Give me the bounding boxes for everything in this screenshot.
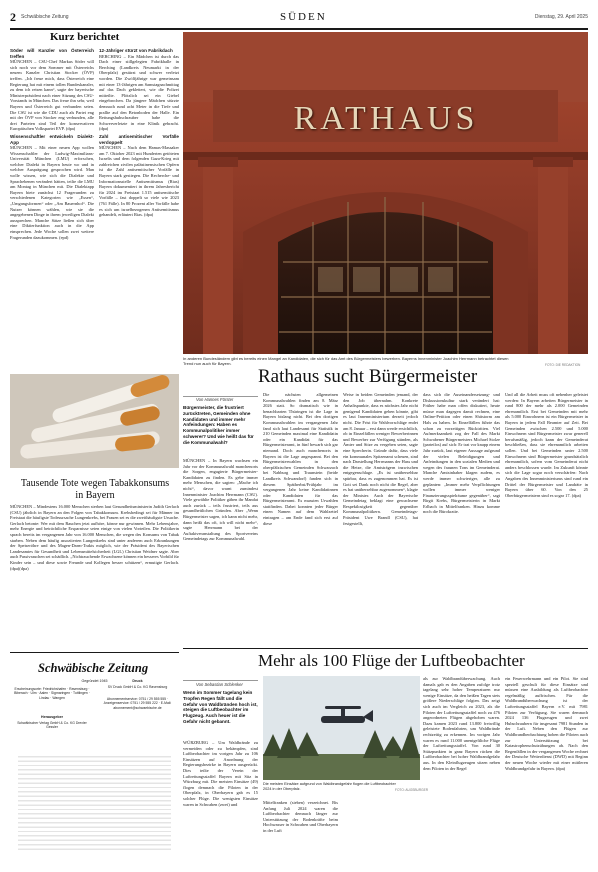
page-number: 2 [10, 10, 16, 24]
cigarettes-image [10, 374, 179, 468]
kurz-body-2: MÜNCHEN – Mit einer neuen App wollen Wissenschaftler der Ludwig-Maximilians-Universität München (LMU) erforschen, welcher Dialekt in Bayern heute wo und in welcher Ausprägung gesprochen wird. Man wolle wissen, wie sich die Dialekte und Sprachebenen verändert hätten, teilte die LMU am Montag in München mit. Die Dialektapp Bayern biete zunächst 12 Fragerunden zu verschiedenen Kategorien wie „Essen“, „Umgangsformen“ oder „Am Bauernhof“. Die Nutzer können wählen, wie sie die angegebenen Dinge in ihrem jeweiligen Dialekt aussprechen. Manche Sätze ließen sich über eine Diktierfunktion auch in die App einsprechen. Jede Woche sollen zwei weitere Fragerunden dazukommen. (epd) [10, 145, 94, 240]
rathaus-sign: RATHAUS [293, 100, 479, 137]
luft-col-1: WÜRZBURG – Um Waldbrände zu vermeiden oder zu bekämpfen, sind Luftbeobachter im vorigen Jahr zu 106 Einsätzen auf Anordnung der Regierungsbezirke in Bayern ausgerückt. Dies teilte der Verein der Luftrettungsstaffel Bayern mit Sitz in Würzburg mit. Die meisten Einsätze (49) flogen demnach die Piloten in der Oberpfalz, in Oberbayern gab es 15 solcher Flüge. Die wenigsten Einsätze waren in Schwaben (zwei) und [183, 740, 258, 807]
rathaus-photo-caption: In anderen Bundesländern gibt es bereits einen Mangel an Kandidaten, die sich für das Amt des Bürgermeisters bewerben. Bayerns Innenminister Joachim Herrmann betrachtet diesen Trend nun auch für Bayern. [183, 356, 509, 366]
kurz-berichtet-title: Kurz berichtet [50, 31, 120, 43]
rathaus-col-1: MÜNCHEN – In Bayern wachsen ein Jahr vor der Kommunalwahl manchenorts die Sorgen, engagierte Bürgermeister-Kandidaten zu finden. Es gebe immer mehr Menschen, die sagten: „Mache ich nicht“, davor warnt zumindest Innenminister Joachim Herrmann (CSU). Viele gewählte Politiker gäben ihr Mandat auch zurück – teils frustriert, teils aus gesundheitlichen Gründen. Aber „Wenn Bürgermeister sagen, ich kann nicht mehr, dann heißt das oft, ich will nicht mehr“, sagte Herrmann bei der Auftaktveranstaltung des Sportvereins Gemeindetags zur Kommunalwahl. [183, 458, 258, 542]
header-rule [10, 28, 588, 30]
paper-name: Schwäbische Zeitung [21, 14, 69, 20]
luft-col-4: ein Feuerwehrmann und ein Pilot. Sie sind speziell geschult für diese Einsätze und müssen eine Ausbildung als Luftbeobachter regelmäßig auffrischen. Für die Waldbrandüberwachung ist der Luftrettungsstaffel Bayern e.V. mit 7981 Piloten zur Verfügung. Sie waren demnach 2024 136 Flugzeugen und zwei Hubschraubern für insgesamt 7981 Stunden in der Luft. Neben den Flügen zur Waldbrandbeobachtung hoben die Piloten auch zur Unterstützung bei Katastrophenschutzübungen ab. Nach den Regenfällen in der vergangenen Woche rechnet der Deutsche Wetterdienst (DWD) mit Beginn der neuen Woche wieder mit einer mittleren Waldbrandgefahr in Bayern. (dpa) [505, 676, 588, 771]
luft-col-2: Mittelfranken (sieben) verzeichnet. Bis Anfang Juli 2024 waren die Luftbeobachter demnach länger zur Unterstützung der Bodenkräfte beim Hochwasser in Schwaben und Oberbayern in der Luft [263, 800, 338, 833]
kurz-headline-4: Zahl antisemitischer Vorfälle verdoppelt [99, 133, 179, 145]
tabak-photo [10, 374, 179, 468]
rathaus-col-3: Weise in beiden Gemeinden jemand, der den Job übernahm. Konkrete Anhaltspunkte, dass es nächstes Jahr nicht genügend Kandidaten geben könnte, gibt es laut Innenministerium derzeit jedoch nicht. Die Frist für Wahlvorschläge endet am 8. Januar – erst dann werde ersichtlich, ob in Einzelfällen weniger Bewerberinnen und Bewerber zur Verfügung stünden, als Ämter und Sitze zu vergeben seien, sagte eine Sprecherin. Gründe dafür, dass viele ein kommunales Spitzenamt scheuen, sind nach Darstellung Herrmanns der Hass und die Hetze, die Amtsträgern inzwischen entgegenschlage. „Es ist unübersehbar spürbar, dass es zugenommen hat. Es ist Gott sei Dank noch nicht die Regel, aber es hat unübersehbar zugenommen“, klagte der Minister. Auch der Bayerische Gemeindetag beklagt eine gewachsene Respektlosigkeit gegenüber Kommunalpolitikern. Gemeindetags-Präsident Uwe Brandl (CSU), hat festgestellt, [343, 392, 418, 526]
kurz-body-1: MÜNCHEN – CSU-Chef Markus Söder will sich noch vor dem Sommer mit Österreichs neuem Kanzler Christian Stocker (ÖVP) treffen. „Ich freue mich, dass Österreich eine Regierung hat mit einem tollen Bundeskanzler, zu dem ich reisen kann“, sagte der bayerische Ministerpräsident nach einer Sitzung des CSU-Vorstands in München. Das freue ihn sehr, weil Bayern und Österreich gut verbunden seien. Die CSU ist wie die CDU auch als Partei eng mit der ÖVP von Stocker eng verbunden, alle drei Parteien sind Teil der konservativen Europäischen Volkspartei EVP. (dpa) [10, 59, 94, 132]
masthead-publisher: Schwäbischer Verlag GmbH & Co. KG Drexler Gessler [17, 721, 87, 730]
masthead-logo: Schwäbische Zeitung [38, 661, 149, 675]
page-header [10, 10, 588, 28]
rathaus-col-2: Die nächsten allgemeinen Kommunalwahlen finden am 8. März 2026 statt. So dramatisch wie in benachbarten Thüringen ist die Lage in Bayern bislang nicht. Bei den dortigen Kommunalwahlen im vergangenen Jahr fand sich laut Landesamt für Statistik in 210 Gemeinden maximal eine Kandidatin oder ein Kandidat für das Bürgermeisteramt, in fünf bewarb sich gar niemand. Doch auch manchenorts in Bayern ist die Lage angespannt. Bei den Bürgermeisterwahlen in den oberpfälzischen Gemeinden Schwarzach bei Nabburg und Traunstein (beide Landkreis Schwandorf) fanden sich in diesem Spätherbst/Frühjahr im vergangenen Jahr keine Kandidatinnen oder Kandidaten für das Bürgermeisteramt. Es mussten Urwahlen stattfinden. Dabei konnten jeder Bürger einen Namen auf dem Wahlzettel eintragen – am Ende fand sich erst auf diese [263, 392, 338, 526]
luft-lead: Wenn im Sommer tagelang kein Tropfen Regen fällt und die Gefahr von Waldbränden hoch ist, steigen die Luftbeobachter im Flugzeug. Auch heuer ist die Gefahr nicht gebannt. [183, 690, 258, 724]
rathaus-headline: Rathaus sucht Bürgermeister [258, 366, 478, 387]
kurz-body-4: MÜNCHEN – Nach dem Hamas-Massaker am 7. Oktober 2023 mit Hunderten getöteten Israelis und dem folgenden Gaza-Krieg mit zahlreichen zivilen palästinensischen Opfern ist die Zahl antisemitischer Vorfälle in Bayern stark gestiegen. Die Recherche- und Informationsstelle Antisemitismus (Rias) Bayern dokumentiert in ihrem Jahresbericht für 2024 im Freistaat 1.515 antisemitische Vorfälle – fast doppelt so viele wie 2023 (761 Fälle). In 80 Prozent aller Vorfälle habe es sich um israelbezogenen Antisemitismus gehandelt, erläutert Rias. (dpa) [99, 145, 179, 218]
luft-photo-caption: Die meisten Einsätze aufgrund von Waldbrandgefahr flogen die Luftbeobachter 2024 in der Oberpfalz. [263, 782, 396, 791]
luft-headline: Mehr als 100 Flüge der Luftbeobachter [258, 651, 525, 670]
masthead-founded: Gegründet 1945 [81, 679, 108, 683]
tabak-headline: Tausende Tote wegen Tabakkonsums in Bayern [20, 478, 170, 501]
rathaus-col-5: Und all die Arbeit muss oft nebenher geleistet werden: In Bayern arbeiten Bürgermeister in rund 800 der mehr als 2.000 Gemeinden ehrenamtlich. Erst bei Gemeinden mit mehr als 5.000 Einwohnern ist ein Bürgermeister in Bayern in jedem Fall Beamter auf Zeit. Bei Gemeinden zwischen 2.500 und 5.000 Einwohnern sind Bürgermeister zwar generell berufsmäßig, jedoch kann der Gemeinderat beschließen, dass sie ehrenamtlich arbeiten sollen. Und bei Gemeinden unter 2.500 Einwohnern sind Bürgermeister grundsätzlich ehrenamtlich, sofern vom Gemeinderat nicht anders beschlossen wurde. Im Zukunft könnte sich die Lage sogar noch verschärfen: Nach Angaben des Innenministeriums sind rund ein Drittel der Bürgermeister und Landräte in Bayern über 60. Von den 25 Oberbürgermeistern sind es sogar 17. (dpa) [505, 392, 588, 498]
masthead-publisher-label: Herausgeber [41, 715, 63, 719]
kurz-headline-3: 12-Jähriger stürzt von Fabrikdach [99, 48, 173, 53]
kurz-column-1 [10, 46, 94, 374]
rathaus-lead: Bürgermeister, die frustriert zurücktreten, Gemeinden ohne Kandidaten und immer mehr Anfeindungen: Haben es Kommunalpolitiker immer schwerer? Und wie heißt das für die Kommunalwahl? [183, 405, 254, 445]
rathaus-author: Von Hannes Förster [196, 397, 234, 402]
masthead-print-label: Druck [132, 679, 143, 683]
kurz-headline-1: Söder will Kanzler von Österreich treffen [10, 48, 94, 59]
section-title: SÜDEN [280, 11, 327, 23]
luft-author: Von Sebastian Schlenker [196, 682, 243, 687]
luft-col-3: als zur Waldbrandüberwachung. Auch damals gab es den Angaben zufolge trotz tagelang sehr hoher Temperaturen nur wenige Einsätze, da den heißen Tagen stets größere Niederschläge folgten. Das zeigt sich auch im Vergleich zu 2023, als die Piloten der Luftrettungsstaffel noch zu 476 angeordneten Flügen abgehoben waren. Dazu kamen 2023 rund 13.800 freiwillig geleistete Bodenfahrten, um Waldbrände rechtzeitig zu erkennen. Im vorigen Jahr waren es rund 11.000 unentgeltliche Flüge der Luftrettungsstaffel. Von rund 30 Stützpunkten in ganz Bayern rücken die Luftbeobachter bei hoher Waldbrandgefahr aus. In den Kleinflugzeugen sitzen neben dem Piloten in der Regel [423, 676, 500, 771]
rathaus-photo [183, 32, 588, 354]
rathaus-author-rule [183, 396, 258, 397]
page-date: Dienstag, 29. April 2025 [534, 14, 588, 20]
masthead-box [10, 652, 179, 867]
rathaus-facade-image [183, 32, 588, 354]
masthead-contact: Abonnementservice: 0751 / 29 555 555 · Anzeigenservice: 0751 / 29 555 222 · E-Mail: abonnement@schwaebische.de [103, 697, 172, 710]
masthead-print: SV Druck GmbH & Co. KG Ravensburg [107, 685, 168, 689]
kurz-body-3: BERCHING – Ein Mädchen ist durch das Dach einer stillgelegten Fabrikhalle in Berching (Landkreis Neumarkt in der Oberpfalz) gestürzt und schwer verletzt worden. Die Zwölfjährige war gemeinsam mit einer 13-Jährigen am Samstagnachmittag auf das Dach geklettert, wie die Polizei mitteilte. Plötzlich sei ein Giebel eingebrochen. Da jüngere Mädchen stürzte demnach rund acht Meter in die Tiefe und prallte auf den Betonboden der Halle. Ein Rettungshubschrauber habe die Schwerverletzte in eine Klinik gebracht. (dpa) [99, 53, 179, 132]
section-rule [183, 648, 588, 649]
luft-author-rule [183, 680, 258, 681]
luft-photo-credit: FOTO: AUGSBURGER [395, 788, 429, 792]
luft-photo [263, 676, 420, 780]
rathaus-col-4: dass sich die Auseinandersetzung- und Diskussionskultur stark verändert hat: Früher habe man offen diskutiert, heute müsse man dagegen damit rechnen, eine Online-Petition oder einen Shitstorm am Hals zu haben. In Einzelfällen führte das schon zu vorzeitigen Rücktritten. Viel Aufmerksamkeit zog der Fall des Markt Schwabener Bürgermeisters Michael Stolze (parteilos) auf sich: Er trat vor knapp einem Jahr zurück, laut eigener Aussage aufgrund der vielen Beleidigungen und Anfeindungen in den sozialen Medien und wegen des fraunen Tons im Gemeinderat. Manche Amtsinhaber klagen zudem, es werde immer schwieriger, alle zu geplanten: „Immer mehr Verpflichtungen wollen immer weniger Finanzierungsspielräume gegenüber“, sagt Birgit Krebs, Bürgermeisterin in Markt Erlbach in Mittelfranken. Hinzu komme noch die Bürokratie. [423, 392, 500, 515]
tabak-body: MÜNCHEN – Mindestens 16.000 Menschen sterben laut Gesundheitsministerin Judith Gerlach (CSU) jährlich in Bayern an den Folgen von Tabakkonsum. Krebsbedingt sei für Männer im Freistaat die häufigste Todesursache Lungenkrebs, bei Frauen sei es die zweithäufigste Ursache. Gerlach betonte: Wer mit dem Rauchen jetzt aufhöre, könne nur gewinnen. Mehr Lebensjahre, mehr Energie und beträchtliche Ersparnisse seien einige von vielen Vorteilen. Die Politikerin sprach bereits im vergangenen Jahr von 16.000 Menschen, die wegen des Konsums von Tabak starben. Neben dem häufig assoziierten Lungenkrebs sind unter anderem auch Erkrankungen der Speiseröhre und des Magen-Darm-Trakts möglich, wie der Präsident des Bayerischen Landesamtes für Gesundheit und Lebensmittelsicherheit (LGL) Christian Weidner sagte. Aber auch Passivrauchen sei schädlich. „Nichtrauchende Erwachsene können ein besseres Vorbild für Kinder sein – und diese sowie Freunde und Kollegen besser schützen“, ermutigte Gerlach. (dpa)(dpa) [10, 504, 179, 571]
kurz-column-2 [99, 46, 179, 374]
luft-col-2b [343, 800, 420, 867]
airplane-image [263, 676, 420, 780]
kurz-headline-2: Wissenschaftler entwickeln Dialekt-App [10, 133, 94, 145]
masthead-info: Erscheinungsorte: Friedrichshafen · Ravensburg · Biberach · Ulm · Aalen · Sigmaringen · Tuttlingen · Lindau · Wangen [14, 687, 90, 700]
rathaus-photo-credit: FOTO: DIE REDAKTION [545, 363, 581, 367]
